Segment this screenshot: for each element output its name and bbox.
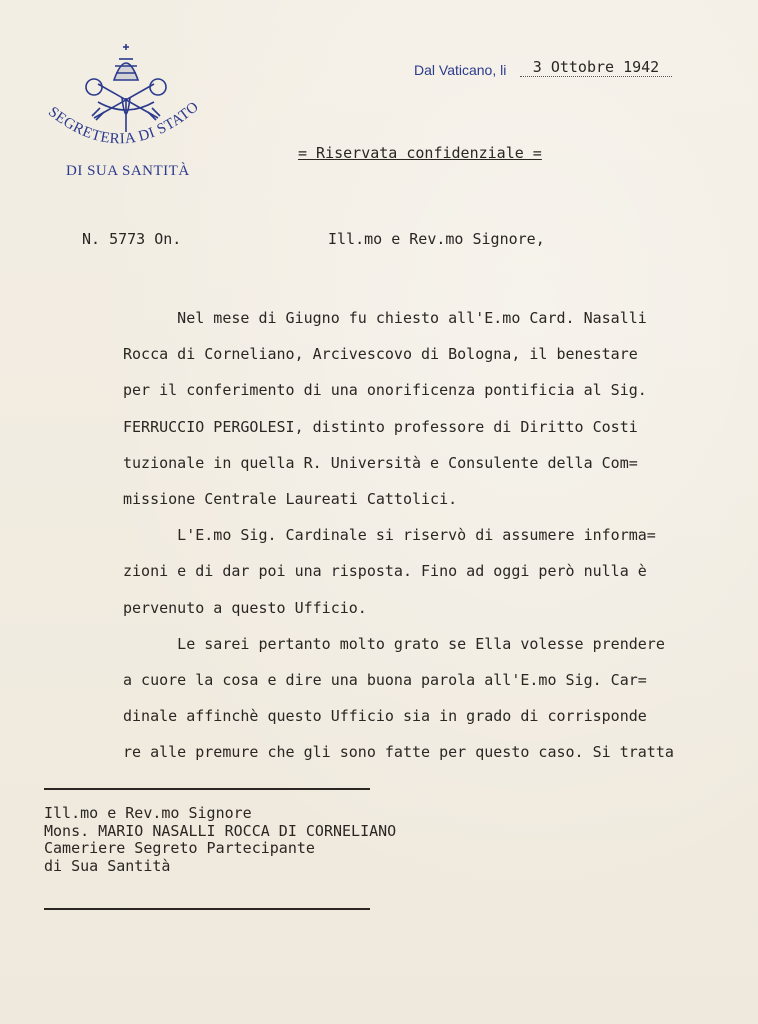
body-line: a cuore la cosa e dire una buona parola all'E.mo Sig. Car= (123, 671, 647, 690)
body-line: dinale affinchè questo Ufficio sia in grado di corrisponde (123, 707, 647, 726)
classification (298, 144, 542, 162)
letterhead-line2: DI SUA SANTITÀ (66, 163, 190, 179)
addressee-line: Mons. MARIO NASALLI ROCCA DI CORNELIANO (44, 821, 397, 840)
body-line: tuzionale in quella R. Università e Consulente della Com= (123, 453, 638, 472)
divider-top (44, 788, 370, 790)
papal-seal-icon (36, 40, 216, 160)
addressee-line: Cameriere Segreto Partecipante (44, 839, 315, 857)
letterhead (36, 40, 216, 190)
body-line: FERRUCCIO PERGOLESI, distinto professore di Diritto Costi (123, 417, 638, 436)
divider-bottom (44, 908, 370, 910)
place-label: Dal Vaticano, li (414, 62, 507, 78)
body-line: Nel mese di Giugno fu chiesto all'E.mo Card. Nasalli (123, 309, 647, 327)
addressee-block (44, 805, 396, 875)
addressee-line: di Sua Santità (44, 856, 171, 875)
body-line: zioni e di dar poi una risposta. Fino ad oggi però nulla è (123, 562, 647, 581)
body-line: per il conferimento di una onorificenza pontificia al Sig. (123, 381, 647, 400)
date-value: 3 Ottobre 1942 (520, 58, 672, 77)
protocol-number: N. 5773 On. (82, 230, 182, 248)
letterhead-line1: SEGRETERIA DI STATO (45, 98, 203, 148)
body-line: L'E.mo Sig. Cardinale si riservò di assumere informa= (123, 526, 656, 545)
letter-body (123, 300, 723, 771)
body-line: Rocca di Corneliano, Arcivescovo di Bologna, il benestare (123, 345, 638, 364)
body-line: Le sarei pertanto molto grato se Ella volesse prendere (123, 634, 665, 653)
body-line: pervenuto a questo Ufficio. (123, 598, 367, 617)
body-line: re alle premure che gli sono fatte per questo caso. Si tratta (123, 743, 674, 762)
addressee-line: Ill.mo e Rev.mo Signore (44, 804, 252, 822)
classification-text: = Riservata confidenziale = (298, 144, 542, 162)
salutation: Ill.mo e Rev.mo Signore, (328, 230, 545, 248)
body-line: missione Centrale Laureati Cattolici. (123, 490, 458, 509)
